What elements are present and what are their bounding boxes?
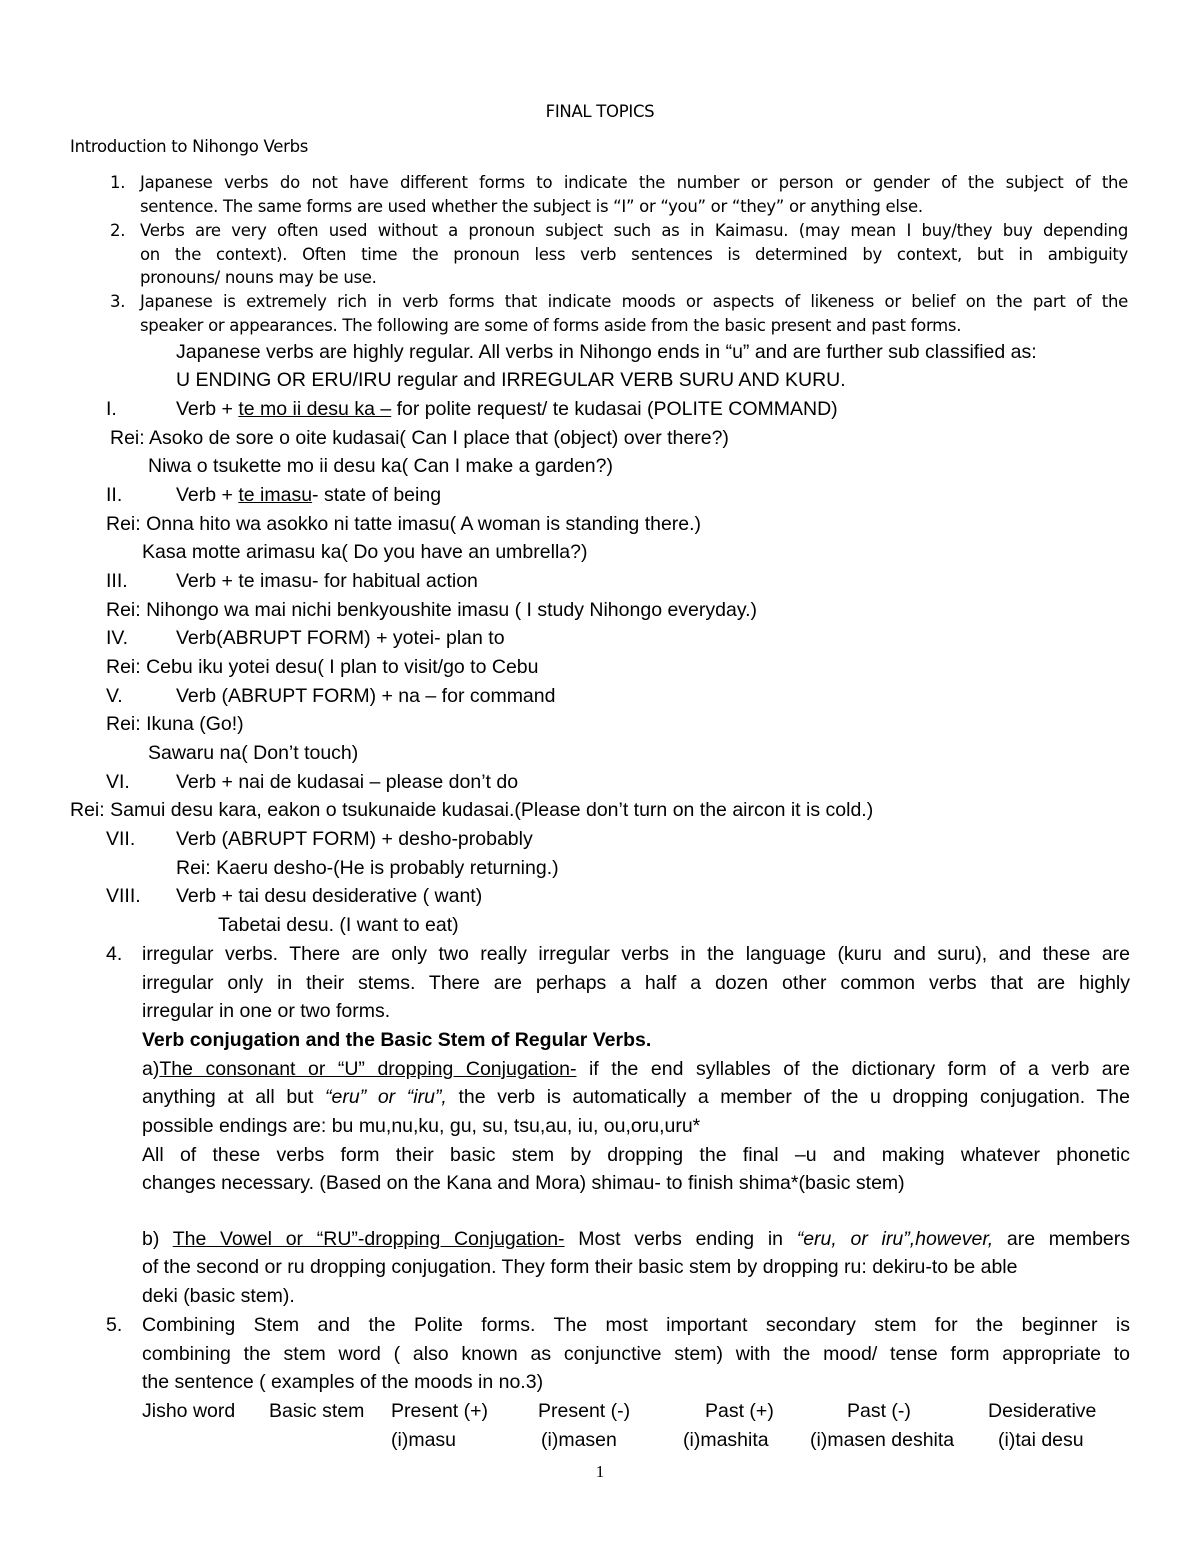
table-subheader-tai-desu: (i)tai desu [998, 1429, 1084, 1451]
item3-line4: U ENDING OR ERU/IRU regular and IRREGULAR VERB SURU AND KURU. [176, 369, 846, 391]
list-number-1: 1. [110, 173, 126, 192]
item4-a-line5: changes necessary. (Based on the Kana and Mora) shimau- to finish shima*(basic stem) [142, 1172, 905, 1194]
roman-numeral-3: III. [106, 570, 128, 592]
roman-numeral-6: VI. [106, 771, 130, 793]
form-1-rule: Verb + te mo ii desu ka – for polite request/ te kudasai (POLITE COMMAND) [176, 398, 838, 420]
section-heading: Introduction to Nihongo Verbs [70, 137, 309, 156]
table-header-past-pos: Past (+) [705, 1400, 774, 1422]
table-header-past-neg: Past (-) [847, 1400, 911, 1422]
item5-line3: the sentence ( examples of the moods in no.3) [142, 1371, 544, 1393]
item4-line2: irregular only in their stems. There are perhaps a half a dozen other common verbs that are highly [142, 972, 1130, 994]
roman-numeral-2: II. [106, 484, 123, 506]
item4-a-line2: anything at all but “eru” or “iru”, the verb is automatically a member of the u dropping conjugation. The [142, 1086, 1130, 1108]
item4-a-line4: All of these verbs form their basic stem by dropping the final –u and making whatever phonetic [142, 1144, 1130, 1166]
table-subheader-masen-deshita: (i)masen deshita [810, 1429, 955, 1451]
item2-line1: Verbs are very often used without a pronoun subject such as in Kaimasu. (may mean I buy/they buy depending [140, 221, 1128, 240]
table-header-present-pos: Present (+) [391, 1400, 488, 1422]
roman-numeral-8: VIII. [106, 885, 141, 907]
item5-line2: combining the stem word ( also known as conjunctive stem) with the mood/ tense form appropriate to [142, 1343, 1130, 1365]
form-2-example-1: Rei: Onna hito wa asokko ni tatte imasu( A woman is standing there.) [106, 513, 702, 535]
item2-line3: pronouns/ nouns may be use. [140, 268, 377, 287]
item2-line2: on the context). Often time the pronoun less verb sentences is determined by context, but in ambiguity [140, 245, 1128, 264]
table-header-jisho-word: Jisho word [142, 1400, 236, 1422]
table-header-desiderative: Desiderative [988, 1400, 1097, 1422]
item4-subheading: Verb conjugation and the Basic Stem of Regular Verbs. [142, 1029, 652, 1051]
page-title: FINAL TOPICS [545, 102, 655, 121]
item5-line1: Combining Stem and the Polite forms. The most important secondary stem for the beginner is [142, 1314, 1130, 1336]
page-number: 1 [595, 1462, 605, 1481]
list-number-5: 5. [106, 1314, 123, 1336]
form-5-rule: Verb (ABRUPT FORM) + na – for command [176, 685, 556, 707]
form-2-rule: Verb + te imasu- state of being [176, 484, 442, 506]
form-2-example-2: Kasa motte arimasu ka( Do you have an umbrella?) [142, 541, 588, 563]
form-8-rule: Verb + tai desu desiderative ( want) [176, 885, 483, 907]
form-6-example-1: Rei: Samui desu kara, eakon o tsukunaide kudasai.(Please don’t turn on the aircon it is cold.) [70, 799, 874, 821]
list-number-2: 2. [110, 221, 126, 240]
form-4-rule: Verb(ABRUPT FORM) + yotei- plan to [176, 627, 505, 649]
item1-line1: Japanese verbs do not have different forms to indicate the number or person or gender of the subject of the [140, 173, 1128, 192]
table-subheader-masen: (i)masen [541, 1429, 617, 1451]
roman-numeral-5: V. [106, 685, 123, 707]
form-5-example-2: Sawaru na( Don’t touch) [148, 742, 359, 764]
item4-b-line1: b) The Vowel or “RU”-dropping Conjugation- Most verbs ending in “eru, or iru”,however, are members [142, 1228, 1131, 1250]
form-1-example-2: Niwa o tsukette mo ii desu ka( Can I make a garden?) [148, 455, 613, 477]
form-8-example-1: Tabetai desu. (I want to eat) [218, 914, 459, 936]
list-number-3: 3. [110, 292, 126, 311]
form-5-example-1: Rei: Ikuna (Go!) [106, 713, 244, 735]
item4-line3: irregular in one or two forms. [142, 1000, 391, 1022]
form-4-example-1: Rei: Cebu iku yotei desu( I plan to visit/go to Cebu [106, 656, 539, 678]
form-7-rule: Verb (ABRUPT FORM) + desho-probably [176, 828, 533, 850]
roman-numeral-7: VII. [106, 828, 136, 850]
item4-b-line2: of the second or ru dropping conjugation. They form their basic stem by dropping ru: dekiru-to be able [142, 1256, 1018, 1278]
form-6-rule: Verb + nai de kudasai – please don’t do [176, 771, 519, 793]
table-subheader-masu: (i)masu [391, 1429, 457, 1451]
list-number-4: 4. [106, 943, 123, 965]
table-header-basic-stem: Basic stem [269, 1400, 365, 1422]
roman-numeral-1: I. [106, 398, 117, 420]
item1-line2: sentence. The same forms are used whether the subject is “I” or “you” or “they” or anything else. [140, 197, 923, 216]
roman-numeral-4: IV. [106, 627, 129, 649]
form-3-rule: Verb + te imasu- for habitual action [176, 570, 478, 592]
item3-line1: Japanese is extremely rich in verb forms that indicate moods or aspects of likeness or belief on the part of the [140, 292, 1128, 311]
table-header-present-neg: Present (-) [538, 1400, 631, 1422]
form-1-example-1: Rei: Asoko de sore o oite kudasai( Can I place that (object) over there?) [110, 427, 729, 449]
item4-a-line1: a)The consonant or “U” dropping Conjugation- if the end syllables of the dictionary form of a verb are [142, 1058, 1130, 1080]
item4-line1: irregular verbs. There are only two really irregular verbs in the language (kuru and suru), and these are [142, 943, 1130, 965]
item4-b-line3: deki (basic stem). [142, 1285, 295, 1307]
item4-a-line3: possible endings are: bu mu,nu,ku, gu, su, tsu,au, iu, ou,oru,uru* [142, 1115, 701, 1137]
item3-line2: speaker or appearances. The following are some of forms aside from the basic present and past forms. [140, 316, 962, 335]
item3-line3: Japanese verbs are highly regular. All verbs in Nihongo ends in “u” and are further sub classified as: [176, 341, 1037, 363]
form-3-example-1: Rei: Nihongo wa mai nichi benkyoushite imasu ( I study Nihongo everyday.) [106, 599, 758, 621]
form-7-example-1: Rei: Kaeru desho-(He is probably returning.) [176, 857, 559, 879]
table-subheader-mashita: (i)mashita [683, 1429, 769, 1451]
